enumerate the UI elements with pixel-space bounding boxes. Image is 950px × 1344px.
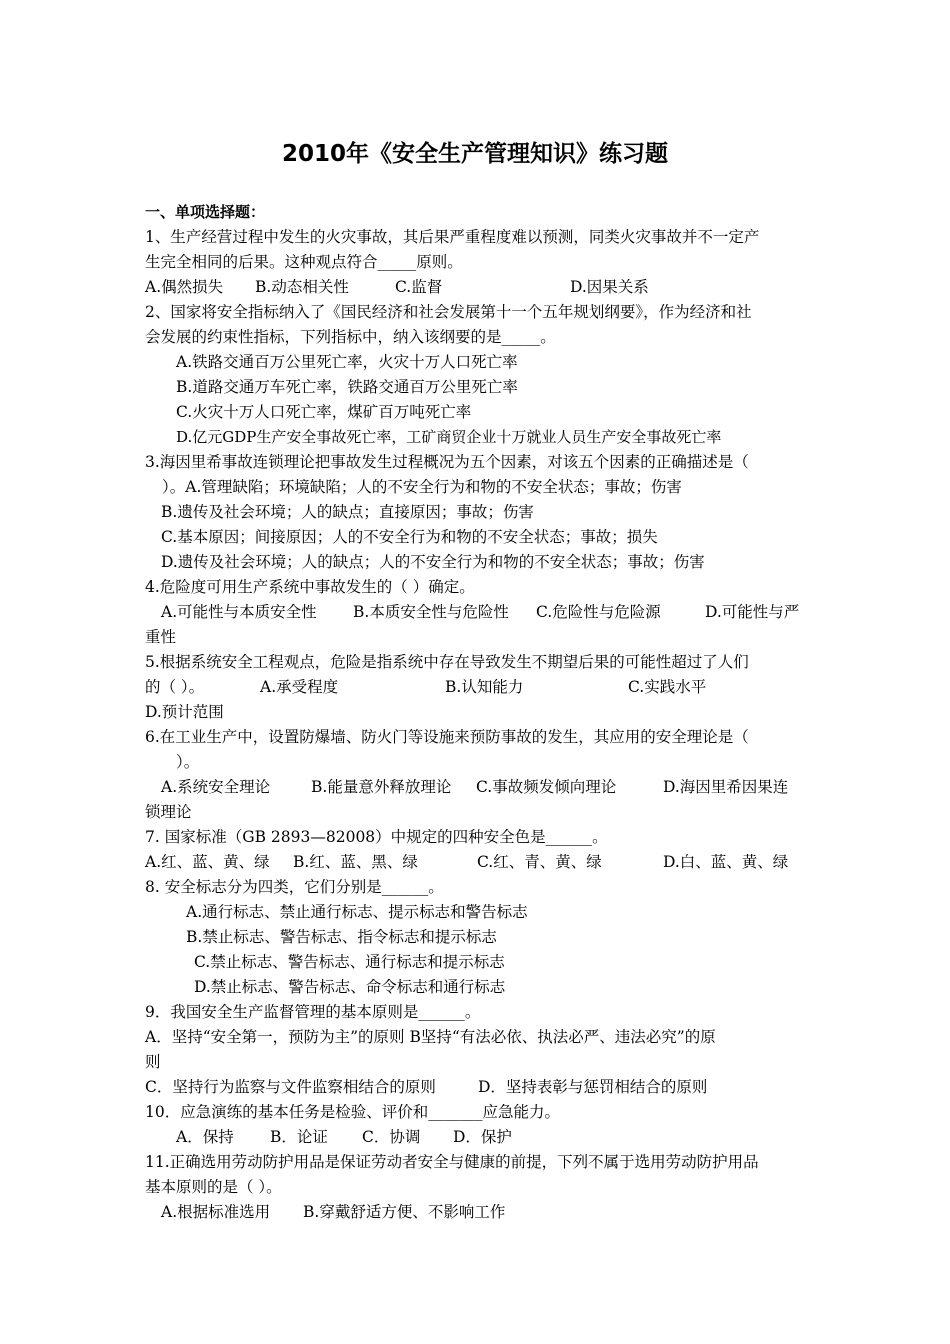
option-b: B.动态相关性 <box>255 278 349 296</box>
option-d: D.遗传及社会环境；人的缺点；人的不安全行为和物的不安全状态；事故；伤害 <box>161 553 705 571</box>
option-c: C．协调 <box>362 1128 421 1146</box>
question-11-line-1: 11.正确选用劳动防护用品是保证劳动者安全与健康的前提，下列不属于选用劳动防护用品 <box>145 1153 759 1171</box>
question-6-options <box>145 776 815 798</box>
question-6-line-2: ）。 <box>176 753 200 771</box>
option-b: B.红、蓝、黑、绿 <box>293 853 418 871</box>
option-d: D.预计范围 <box>145 703 224 721</box>
page-title: 2010年《安全生产管理知识》练习题 <box>281 141 668 167</box>
option-b: B.本质安全性与危险性 <box>353 603 509 621</box>
question-9-line-2: A．坚持“安全第一，预防为主”的原则 B坚持“有法必依、执法必严、违法必究”的原 <box>145 1028 716 1046</box>
question-4-options <box>145 601 815 623</box>
option-d: D．坚持表彰与惩罚相结合的原则 <box>478 1078 708 1096</box>
question-1-line-1: 1、生产经营过程中发生的火灾事故，其后果严重程度难以预测，同类火灾事故并不一定产 <box>145 228 760 246</box>
option-a: A．保持 <box>176 1128 234 1146</box>
option-a: A.承受程度 <box>260 678 339 696</box>
question-6-line-4: 锁理论 <box>145 803 192 821</box>
question-9-line-1: 9．我国安全生产监督管理的基本原则是______。 <box>145 1003 481 1021</box>
question-5-stem: 的（ ）。 <box>145 678 205 696</box>
question-1-line-2: 生完全相同的后果。这种观点符合_____原则。 <box>145 253 463 271</box>
option-d: D.海因里希因果连 <box>663 778 789 796</box>
option-d: D.因果关系 <box>570 278 649 296</box>
question-11-line-2: 基本原则的是（ ）。 <box>145 1178 282 1196</box>
question-3-line-2: ）。A.管理缺陷；环境缺陷；人的不安全行为和物的不安全状态；事故；伤害 <box>162 478 682 496</box>
option-d: D.可能性与严 <box>705 603 800 621</box>
question-5-line-2 <box>145 676 745 698</box>
question-2-line-2: 会发展的约束性指标，下列指标中，纳入该纲要的是_____。 <box>145 328 556 346</box>
option-c: C.实践水平 <box>628 678 707 696</box>
option-a: A.可能性与本质安全性 <box>161 603 317 621</box>
option-c: C.基本原因；间接原因；人的不安全行为和物的不安全状态；事故；损失 <box>161 528 658 546</box>
question-5-line-1: 5.根据系统安全工程观点，危险是指系统中存在导致发生不期望后果的可能性超过了人们 <box>145 653 749 671</box>
question-11-options <box>145 1201 745 1223</box>
question-2-line-1: 2、国家将安全指标纳入了《国民经济和社会发展第十一个五年规划纲要》，作为经济和社 <box>145 303 752 321</box>
question-8-line-1: 8. 安全标志分为四类，它们分别是______。 <box>145 878 444 896</box>
question-10-options <box>176 1126 576 1148</box>
option-b: B.道路交通万车死亡率，铁路交通百万公里死亡率 <box>176 378 518 396</box>
option-b: B.遗传及社会环境；人的缺点；直接原因；事故；伤害 <box>161 503 534 521</box>
option-c: C.事故频发倾向理论 <box>476 778 617 796</box>
question-9-line-3: 则 <box>145 1053 161 1071</box>
option-c: C.火灾十万人口死亡率，煤矿百万吨死亡率 <box>176 403 472 421</box>
option-a: A.系统安全理论 <box>161 778 271 796</box>
option-d: D.亿元GDP生产安全事故死亡率，工矿商贸企业十万就业人员生产安全事故死亡率 <box>176 428 722 446</box>
option-c: C.红、青、黄、绿 <box>477 853 602 871</box>
option-b: B．论证 <box>270 1128 328 1146</box>
option-c: C．坚持行为监察与文件监察相结合的原则 <box>145 1078 436 1096</box>
option-d: D．保护 <box>453 1128 512 1146</box>
question-9-options <box>145 1076 815 1098</box>
question-7-line-1: 7. 国家标准（GB 2893—82008）中规定的四种安全色是______。 <box>145 828 608 846</box>
option-c: C.监督 <box>395 278 443 296</box>
section-heading: 一、单项选择题： <box>145 203 266 221</box>
option-b: B.禁止标志、警告标志、指令标志和提示标志 <box>186 928 497 946</box>
option-c: C.禁止标志、警告标志、通行标志和提示标志 <box>194 953 505 971</box>
option-d: D.白、蓝、黄、绿 <box>663 853 789 871</box>
option-c: C.危险性与危险源 <box>536 603 661 621</box>
option-d: D.禁止标志、警告标志、命令标志和通行标志 <box>194 978 506 996</box>
option-b: B.认知能力 <box>445 678 524 696</box>
option-a: A.红、蓝、黄、绿 <box>145 853 270 871</box>
option-b: B.穿戴舒适方便、不影响工作 <box>303 1203 506 1221</box>
question-6-line-1: 6.在工业生产中，设置防爆墙、防火门等设施来预防事故的发生，其应用的安全理论是（ <box>145 728 749 746</box>
option-a: A.根据标准选用 <box>161 1203 271 1221</box>
option-a: A.通行标志、禁止通行标志、提示标志和警告标志 <box>186 903 528 921</box>
question-3-line-1: 3.海因里希事故连锁理论把事故发生过程概况为五个因素，对该五个因素的正确描述是（ <box>145 453 749 471</box>
question-10-line-1: 10．应急演练的基本任务是检验、评价和_______应急能力。 <box>145 1103 560 1121</box>
option-b: B.能量意外释放理论 <box>311 778 452 796</box>
question-1-options <box>145 276 845 298</box>
question-7-options <box>145 851 815 873</box>
question-4-line-1: 4.危险度可用生产系统中事故发生的（ ）确定。 <box>145 578 475 596</box>
option-a: A.偶然损失 <box>145 278 224 296</box>
option-a: A.铁路交通百万公里死亡率，火灾十万人口死亡率 <box>176 353 518 371</box>
question-4-line-3: 重性 <box>145 628 177 646</box>
